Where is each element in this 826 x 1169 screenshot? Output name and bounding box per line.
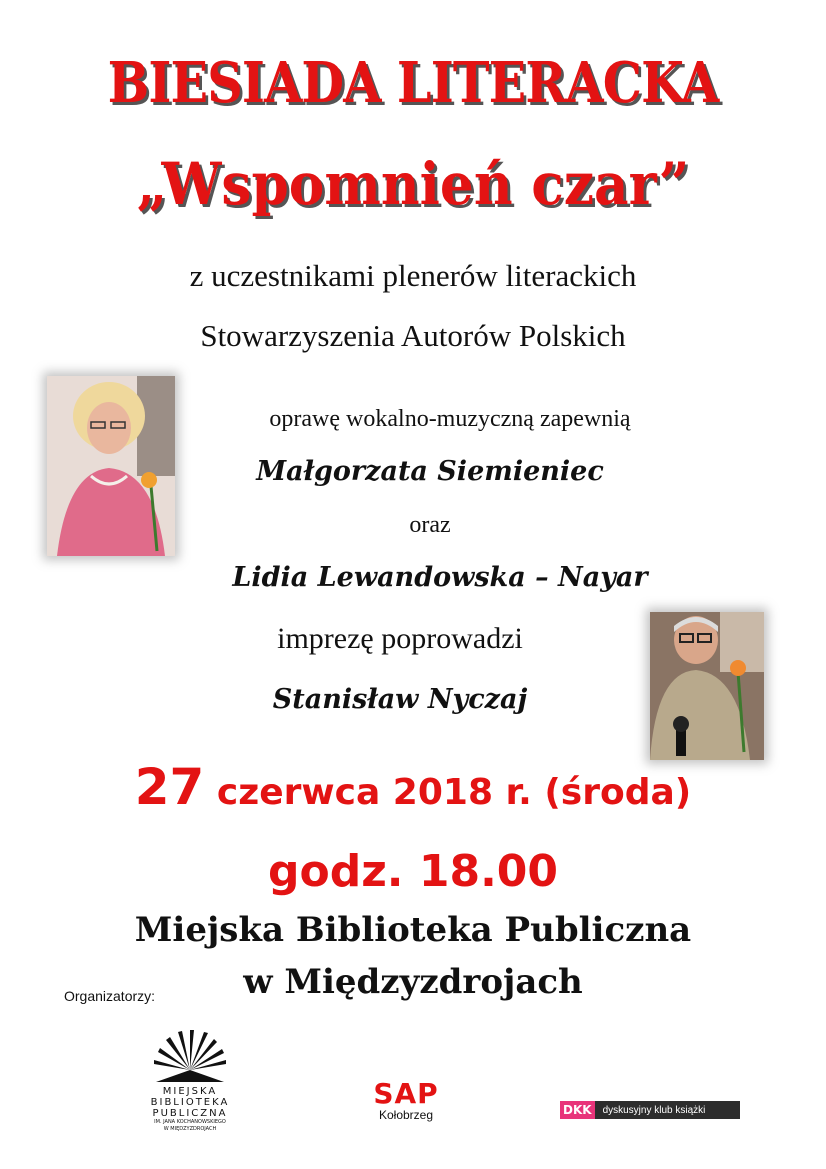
event-date	[0, 758, 826, 816]
conjunction: oraz	[409, 512, 451, 538]
date-day: 27	[134, 758, 205, 816]
host-name: Stanisław Nyczaj	[272, 684, 528, 715]
library-logo-line-2: BIBLIOTEKA	[150, 1097, 230, 1108]
venue-line-2: w Międzyzdrojach	[243, 962, 583, 1002]
library-logo	[150, 1030, 230, 1160]
library-logo-small-1: IM. JANA KOCHANOWSKIEGO	[154, 1119, 226, 1125]
event-subtitle: „Wspomnień czar”	[136, 150, 690, 218]
description-line-1: z uczestnikami plenerów literackich	[189, 258, 637, 293]
vocal-intro: oprawę wokalno-muzyczną zapewnią	[269, 406, 631, 432]
event-time: godz. 18.00	[267, 846, 559, 897]
event-title: BIESIADA LITERACKA	[107, 50, 719, 116]
dkk-mark: DKK	[560, 1101, 595, 1119]
library-logo-small-2: W MIĘDZYZDROJACH	[163, 1126, 217, 1132]
dkk-text: dyskusyjny klub książki	[602, 1104, 706, 1116]
sap-name: SAP	[373, 1077, 439, 1110]
book-rays-icon	[150, 1030, 230, 1086]
venue-line-1: Miejska Biblioteka Publiczna	[134, 910, 692, 950]
dkk-logo	[560, 1101, 740, 1119]
library-logo-line-3: PUBLICZNA	[152, 1108, 228, 1119]
performer-2: Lidia Lewandowska – Nayar	[232, 562, 648, 593]
date-rest: czerwca 2018 r. (środa)	[216, 772, 692, 813]
performer-1: Małgorzata Siemieniec	[256, 456, 604, 487]
description-line-2: Stowarzyszenia Autorów Polskich	[200, 318, 626, 353]
sap-city: Kołobrzeg	[378, 1108, 434, 1122]
sap-logo	[356, 1077, 456, 1122]
library-logo-line-1: MIEJSKA	[162, 1086, 218, 1097]
host-intro: imprezę poprowadzi	[277, 622, 523, 655]
organizers-label: Organizatorzy:	[64, 988, 156, 1004]
host-photo	[650, 612, 764, 760]
